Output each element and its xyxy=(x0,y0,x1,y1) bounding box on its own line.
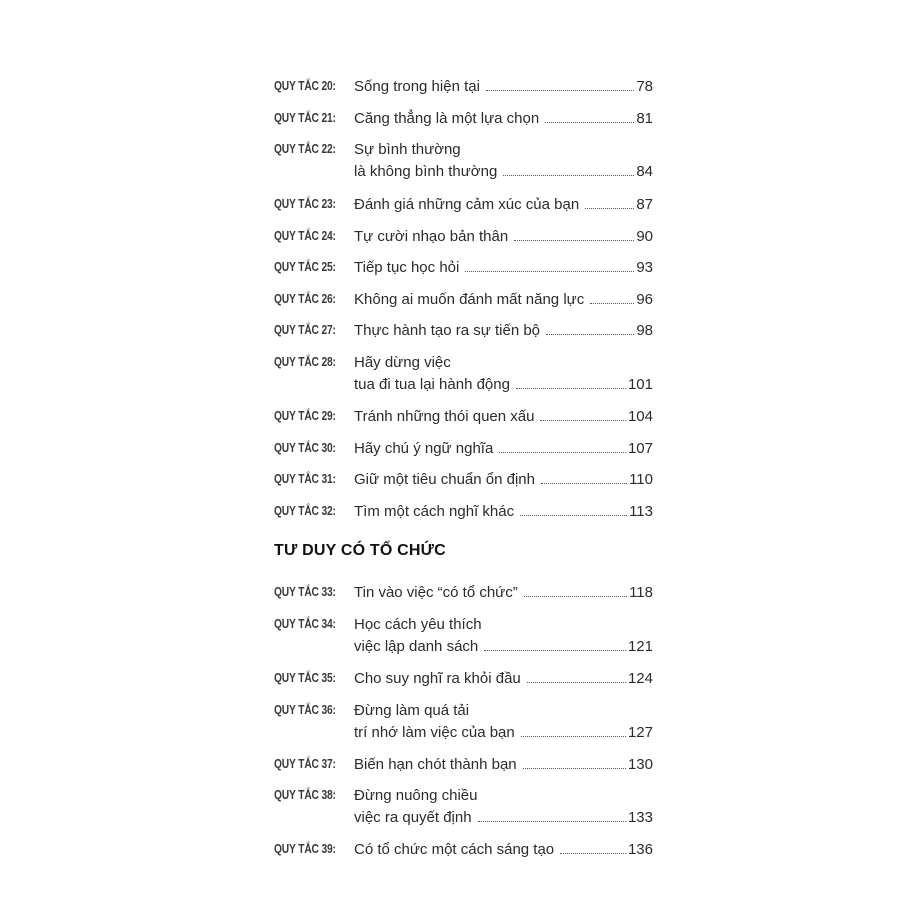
rule-label: QUY TẮC 32: xyxy=(274,504,336,518)
dot-leader xyxy=(521,725,626,737)
entry-line xyxy=(354,616,653,636)
page-number: 90 xyxy=(636,228,653,245)
dot-leader xyxy=(560,842,626,854)
entry-title: Tự cười nhạo bản thân xyxy=(354,228,509,245)
dot-leader xyxy=(478,810,626,822)
page-number: 136 xyxy=(627,841,653,858)
entry-title: Học cách yêu thích xyxy=(354,616,482,633)
dot-leader xyxy=(527,671,626,683)
entry-title: Sống trong hiện tại xyxy=(354,78,480,95)
page-number: 130 xyxy=(627,756,653,773)
dot-leader xyxy=(523,757,626,769)
entry-line xyxy=(354,196,653,216)
section-heading: TƯ DUY CÓ TỔ CHỨC xyxy=(274,542,446,559)
dot-leader xyxy=(590,292,634,304)
dot-leader xyxy=(520,504,627,516)
dot-leader xyxy=(540,409,626,421)
dot-leader xyxy=(524,585,627,597)
dot-leader xyxy=(499,441,626,453)
dot-leader xyxy=(465,260,634,272)
entry-title: Không ai muốn đánh mất năng lực xyxy=(354,291,585,308)
page-number: 78 xyxy=(636,78,653,95)
entry-title-continued: tua đi tua lại hành động xyxy=(354,376,510,393)
entry-line xyxy=(354,259,653,279)
entry-line xyxy=(354,702,653,722)
page-number: 93 xyxy=(636,259,653,276)
entry-line xyxy=(354,110,653,130)
entry-title: Có tổ chức một cách sáng tạo xyxy=(354,841,555,858)
rule-label: QUY TẮC 35: xyxy=(274,671,336,685)
rule-label: QUY TẮC 38: xyxy=(274,788,336,802)
entry-title: Hãy chú ý ngữ nghĩa xyxy=(354,440,494,457)
dot-leader xyxy=(503,164,634,176)
entry-title-continued: việc ra quyết định xyxy=(354,809,472,826)
entry-title: Đừng làm quá tải xyxy=(354,702,470,719)
entry-line xyxy=(354,670,653,690)
entry-title: Tiếp tục học hỏi xyxy=(354,259,460,276)
entry-line xyxy=(354,376,653,396)
rule-label: QUY TẮC 22: xyxy=(274,142,336,156)
entry-line xyxy=(354,638,653,658)
entry-line xyxy=(354,163,653,183)
entry-line xyxy=(354,440,653,460)
entry-title: Tin vào việc “có tổ chức” xyxy=(354,584,518,601)
rule-label: QUY TẮC 29: xyxy=(274,409,336,423)
rule-label: QUY TẮC 28: xyxy=(274,355,336,369)
page-number: 101 xyxy=(627,376,653,393)
rule-label: QUY TẮC 27: xyxy=(274,323,336,337)
page-number: 104 xyxy=(627,408,653,425)
page-number: 118 xyxy=(629,584,653,601)
rule-label: QUY TẮC 21: xyxy=(274,111,336,125)
entry-title-continued: là không bình thường xyxy=(354,163,498,180)
entry-title: Giữ một tiêu chuẩn ổn định xyxy=(354,471,535,488)
entry-title: Căng thẳng là một lựa chọn xyxy=(354,110,540,127)
entry-line xyxy=(354,503,653,523)
entry-line xyxy=(354,471,653,491)
entry-line xyxy=(354,787,653,807)
rule-label: QUY TẮC 33: xyxy=(274,585,336,599)
rule-label: QUY TẮC 25: xyxy=(274,260,336,274)
page-number: 110 xyxy=(629,471,653,488)
page-number: 81 xyxy=(636,110,653,127)
page-number: 113 xyxy=(629,503,653,520)
entry-line xyxy=(354,408,653,428)
entry-title: Thực hành tạo ra sự tiến bộ xyxy=(354,322,541,339)
page-number: 133 xyxy=(627,809,653,826)
entry-line xyxy=(354,78,653,98)
dot-leader xyxy=(516,377,626,389)
page-number: 107 xyxy=(627,440,653,457)
dot-leader xyxy=(545,111,634,123)
entry-title: Biến hạn chót thành bạn xyxy=(354,756,517,773)
entry-line xyxy=(354,841,653,861)
entry-title: Sự bình thường xyxy=(354,141,461,158)
entry-line xyxy=(354,584,653,604)
rule-label: QUY TẮC 20: xyxy=(274,79,336,93)
entry-line xyxy=(354,228,653,248)
entry-line xyxy=(354,724,653,744)
dot-leader xyxy=(486,79,634,91)
entry-line xyxy=(354,354,653,374)
rule-label: QUY TẮC 24: xyxy=(274,229,336,243)
page-number: 84 xyxy=(636,163,653,180)
entry-title: Cho suy nghĩ ra khỏi đầu xyxy=(354,670,521,687)
page-number: 127 xyxy=(627,724,653,741)
entry-line xyxy=(354,141,653,161)
entry-title: Tìm một cách nghĩ khác xyxy=(354,503,515,520)
entry-title: Đừng nuông chiều xyxy=(354,787,478,804)
rule-label: QUY TẮC 31: xyxy=(274,472,336,486)
entry-title-continued: việc lập danh sách xyxy=(354,638,479,655)
rule-label: QUY TẮC 30: xyxy=(274,441,336,455)
rule-label: QUY TẮC 34: xyxy=(274,617,336,631)
page-number: 96 xyxy=(636,291,653,308)
rule-label: QUY TẮC 23: xyxy=(274,197,336,211)
rule-label: QUY TẮC 39: xyxy=(274,842,336,856)
dot-leader xyxy=(484,639,626,651)
entry-line xyxy=(354,322,653,342)
entry-line xyxy=(354,756,653,776)
dot-leader xyxy=(546,323,634,335)
dot-leader xyxy=(585,197,634,209)
page-number: 98 xyxy=(636,322,653,339)
page-number: 124 xyxy=(627,670,653,687)
entry-title: Đánh giá những cảm xúc của bạn xyxy=(354,196,580,213)
dot-leader xyxy=(514,229,634,241)
entry-title-continued: trí nhớ làm việc của bạn xyxy=(354,724,515,741)
rule-label: QUY TẮC 26: xyxy=(274,292,336,306)
entry-title: Tránh những thói quen xấu xyxy=(354,408,535,425)
rule-label: QUY TẮC 36: xyxy=(274,703,336,717)
page-number: 121 xyxy=(627,638,653,655)
entry-title: Hãy dừng việc xyxy=(354,354,451,371)
entry-line xyxy=(354,291,653,311)
entry-line xyxy=(354,809,653,829)
page-number: 87 xyxy=(636,196,653,213)
dot-leader xyxy=(541,472,627,484)
rule-label: QUY TẮC 37: xyxy=(274,757,336,771)
